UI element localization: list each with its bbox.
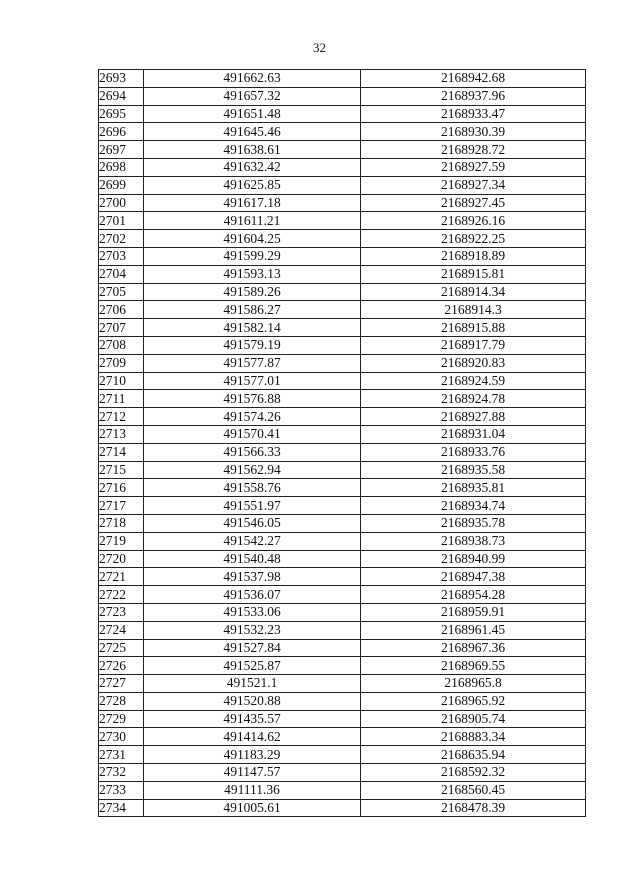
x-coordinate-cell: 491540.48 [144, 550, 361, 568]
point-number-cell: 2693 [99, 70, 144, 88]
table-row [99, 461, 586, 479]
x-coordinate-cell: 491632.42 [144, 158, 361, 176]
table-row [99, 390, 586, 408]
x-coordinate-cell: 491657.32 [144, 87, 361, 105]
y-coordinate-cell: 2168927.45 [361, 194, 586, 212]
point-number-cell: 2718 [99, 514, 144, 532]
x-coordinate-cell: 491536.07 [144, 586, 361, 604]
y-coordinate-cell: 2168927.34 [361, 176, 586, 194]
x-coordinate-cell: 491662.63 [144, 70, 361, 88]
x-coordinate-cell: 491558.76 [144, 479, 361, 497]
x-coordinate-cell: 491551.97 [144, 497, 361, 515]
y-coordinate-cell: 2168917.79 [361, 336, 586, 354]
table-row [99, 675, 586, 693]
table-row [99, 514, 586, 532]
point-number-cell: 2725 [99, 639, 144, 657]
point-number-cell: 2730 [99, 728, 144, 746]
point-number-cell: 2707 [99, 319, 144, 337]
y-coordinate-cell: 2168969.55 [361, 657, 586, 675]
x-coordinate-cell: 491577.87 [144, 354, 361, 372]
y-coordinate-cell: 2168935.58 [361, 461, 586, 479]
y-coordinate-cell: 2168938.73 [361, 532, 586, 550]
x-coordinate-cell: 491533.06 [144, 603, 361, 621]
table-row [99, 497, 586, 515]
y-coordinate-cell: 2168927.59 [361, 158, 586, 176]
x-coordinate-cell: 491566.33 [144, 443, 361, 461]
x-coordinate-cell: 491111.36 [144, 781, 361, 799]
x-coordinate-cell: 491521.1 [144, 675, 361, 693]
point-number-cell: 2698 [99, 158, 144, 176]
x-coordinate-cell: 491638.61 [144, 141, 361, 159]
point-number-cell: 2705 [99, 283, 144, 301]
x-coordinate-cell: 491625.85 [144, 176, 361, 194]
table-row [99, 425, 586, 443]
y-coordinate-cell: 2168931.04 [361, 425, 586, 443]
y-coordinate-cell: 2168967.36 [361, 639, 586, 657]
x-coordinate-cell: 491183.29 [144, 746, 361, 764]
y-coordinate-cell: 2168924.59 [361, 372, 586, 390]
y-coordinate-cell: 2168937.96 [361, 87, 586, 105]
point-number-cell: 2734 [99, 799, 144, 817]
x-coordinate-cell: 491586.27 [144, 301, 361, 319]
y-coordinate-cell: 2168959.91 [361, 603, 586, 621]
table-row [99, 479, 586, 497]
table-row [99, 283, 586, 301]
table-row [99, 532, 586, 550]
y-coordinate-cell: 2168930.39 [361, 123, 586, 141]
x-coordinate-cell: 491532.23 [144, 621, 361, 639]
table-row [99, 443, 586, 461]
x-coordinate-cell: 491577.01 [144, 372, 361, 390]
y-coordinate-cell: 2168928.72 [361, 141, 586, 159]
point-number-cell: 2714 [99, 443, 144, 461]
point-number-cell: 2716 [99, 479, 144, 497]
point-number-cell: 2732 [99, 764, 144, 782]
table-row [99, 550, 586, 568]
point-number-cell: 2711 [99, 390, 144, 408]
x-coordinate-cell: 491617.18 [144, 194, 361, 212]
point-number-cell: 2722 [99, 586, 144, 604]
point-number-cell: 2708 [99, 336, 144, 354]
x-coordinate-cell: 491435.57 [144, 710, 361, 728]
y-coordinate-cell: 2168965.92 [361, 692, 586, 710]
table-row [99, 265, 586, 283]
x-coordinate-cell: 491576.88 [144, 390, 361, 408]
x-coordinate-cell: 491611.21 [144, 212, 361, 230]
x-coordinate-cell: 491589.26 [144, 283, 361, 301]
table-row [99, 639, 586, 657]
table-row [99, 764, 586, 782]
y-coordinate-cell: 2168935.78 [361, 514, 586, 532]
x-coordinate-cell: 491537.98 [144, 568, 361, 586]
table-row [99, 319, 586, 337]
table-row [99, 657, 586, 675]
y-coordinate-cell: 2168935.81 [361, 479, 586, 497]
x-coordinate-cell: 491542.27 [144, 532, 361, 550]
table-row [99, 176, 586, 194]
x-coordinate-cell: 491527.84 [144, 639, 361, 657]
x-coordinate-cell: 491651.48 [144, 105, 361, 123]
y-coordinate-cell: 2168922.25 [361, 230, 586, 248]
point-number-cell: 2703 [99, 247, 144, 265]
y-coordinate-cell: 2168961.45 [361, 621, 586, 639]
point-number-cell: 2726 [99, 657, 144, 675]
x-coordinate-cell: 491579.19 [144, 336, 361, 354]
table-row [99, 354, 586, 372]
y-coordinate-cell: 2168478.39 [361, 799, 586, 817]
y-coordinate-cell: 2168965.8 [361, 675, 586, 693]
table-row [99, 603, 586, 621]
table-row [99, 194, 586, 212]
point-number-cell: 2727 [99, 675, 144, 693]
x-coordinate-cell: 491525.87 [144, 657, 361, 675]
point-number-cell: 2715 [99, 461, 144, 479]
y-coordinate-cell: 2168915.81 [361, 265, 586, 283]
x-coordinate-cell: 491574.26 [144, 408, 361, 426]
table-row [99, 621, 586, 639]
point-number-cell: 2696 [99, 123, 144, 141]
y-coordinate-cell: 2168933.76 [361, 443, 586, 461]
page-number: 32 [313, 40, 326, 55]
table-row [99, 372, 586, 390]
x-coordinate-cell: 491604.25 [144, 230, 361, 248]
coordinates-table [98, 69, 586, 817]
y-coordinate-cell: 2168914.3 [361, 301, 586, 319]
point-number-cell: 2723 [99, 603, 144, 621]
table-row [99, 247, 586, 265]
point-number-cell: 2728 [99, 692, 144, 710]
x-coordinate-cell: 491645.46 [144, 123, 361, 141]
x-coordinate-cell: 491593.13 [144, 265, 361, 283]
table-row [99, 123, 586, 141]
point-number-cell: 2704 [99, 265, 144, 283]
point-number-cell: 2724 [99, 621, 144, 639]
point-number-cell: 2731 [99, 746, 144, 764]
y-coordinate-cell: 2168918.89 [361, 247, 586, 265]
point-number-cell: 2710 [99, 372, 144, 390]
y-coordinate-cell: 2168954.28 [361, 586, 586, 604]
point-number-cell: 2701 [99, 212, 144, 230]
table-row [99, 230, 586, 248]
table-row [99, 408, 586, 426]
y-coordinate-cell: 2168905.74 [361, 710, 586, 728]
point-number-cell: 2717 [99, 497, 144, 515]
table-row [99, 586, 586, 604]
x-coordinate-cell: 491005.61 [144, 799, 361, 817]
point-number-cell: 2694 [99, 87, 144, 105]
table-row [99, 212, 586, 230]
point-number-cell: 2733 [99, 781, 144, 799]
x-coordinate-cell: 491599.29 [144, 247, 361, 265]
table-row [99, 692, 586, 710]
table-row [99, 87, 586, 105]
table-row [99, 728, 586, 746]
point-number-cell: 2709 [99, 354, 144, 372]
x-coordinate-cell: 491414.62 [144, 728, 361, 746]
x-coordinate-cell: 491570.41 [144, 425, 361, 443]
point-number-cell: 2712 [99, 408, 144, 426]
point-number-cell: 2721 [99, 568, 144, 586]
y-coordinate-cell: 2168942.68 [361, 70, 586, 88]
point-number-cell: 2729 [99, 710, 144, 728]
y-coordinate-cell: 2168924.78 [361, 390, 586, 408]
point-number-cell: 2697 [99, 141, 144, 159]
table-row [99, 141, 586, 159]
y-coordinate-cell: 2168883.34 [361, 728, 586, 746]
table-row [99, 781, 586, 799]
x-coordinate-cell: 491582.14 [144, 319, 361, 337]
table-row [99, 710, 586, 728]
table-row [99, 70, 586, 88]
y-coordinate-cell: 2168940.99 [361, 550, 586, 568]
y-coordinate-cell: 2168934.74 [361, 497, 586, 515]
y-coordinate-cell: 2168926.16 [361, 212, 586, 230]
point-number-cell: 2702 [99, 230, 144, 248]
y-coordinate-cell: 2168947.38 [361, 568, 586, 586]
x-coordinate-cell: 491562.94 [144, 461, 361, 479]
table-row [99, 301, 586, 319]
y-coordinate-cell: 2168915.88 [361, 319, 586, 337]
y-coordinate-cell: 2168927.88 [361, 408, 586, 426]
table-row [99, 746, 586, 764]
table-row [99, 336, 586, 354]
table-row [99, 799, 586, 817]
point-number-cell: 2713 [99, 425, 144, 443]
y-coordinate-cell: 2168560.45 [361, 781, 586, 799]
y-coordinate-cell: 2168933.47 [361, 105, 586, 123]
table-row [99, 568, 586, 586]
point-number-cell: 2699 [99, 176, 144, 194]
point-number-cell: 2700 [99, 194, 144, 212]
y-coordinate-cell: 2168914.34 [361, 283, 586, 301]
table-row [99, 158, 586, 176]
table-row [99, 105, 586, 123]
y-coordinate-cell: 2168920.83 [361, 354, 586, 372]
point-number-cell: 2706 [99, 301, 144, 319]
point-number-cell: 2695 [99, 105, 144, 123]
x-coordinate-cell: 491147.57 [144, 764, 361, 782]
x-coordinate-cell: 491520.88 [144, 692, 361, 710]
point-number-cell: 2719 [99, 532, 144, 550]
y-coordinate-cell: 2168592.32 [361, 764, 586, 782]
coordinates-table-body [99, 70, 586, 817]
point-number-cell: 2720 [99, 550, 144, 568]
x-coordinate-cell: 491546.05 [144, 514, 361, 532]
y-coordinate-cell: 2168635.94 [361, 746, 586, 764]
